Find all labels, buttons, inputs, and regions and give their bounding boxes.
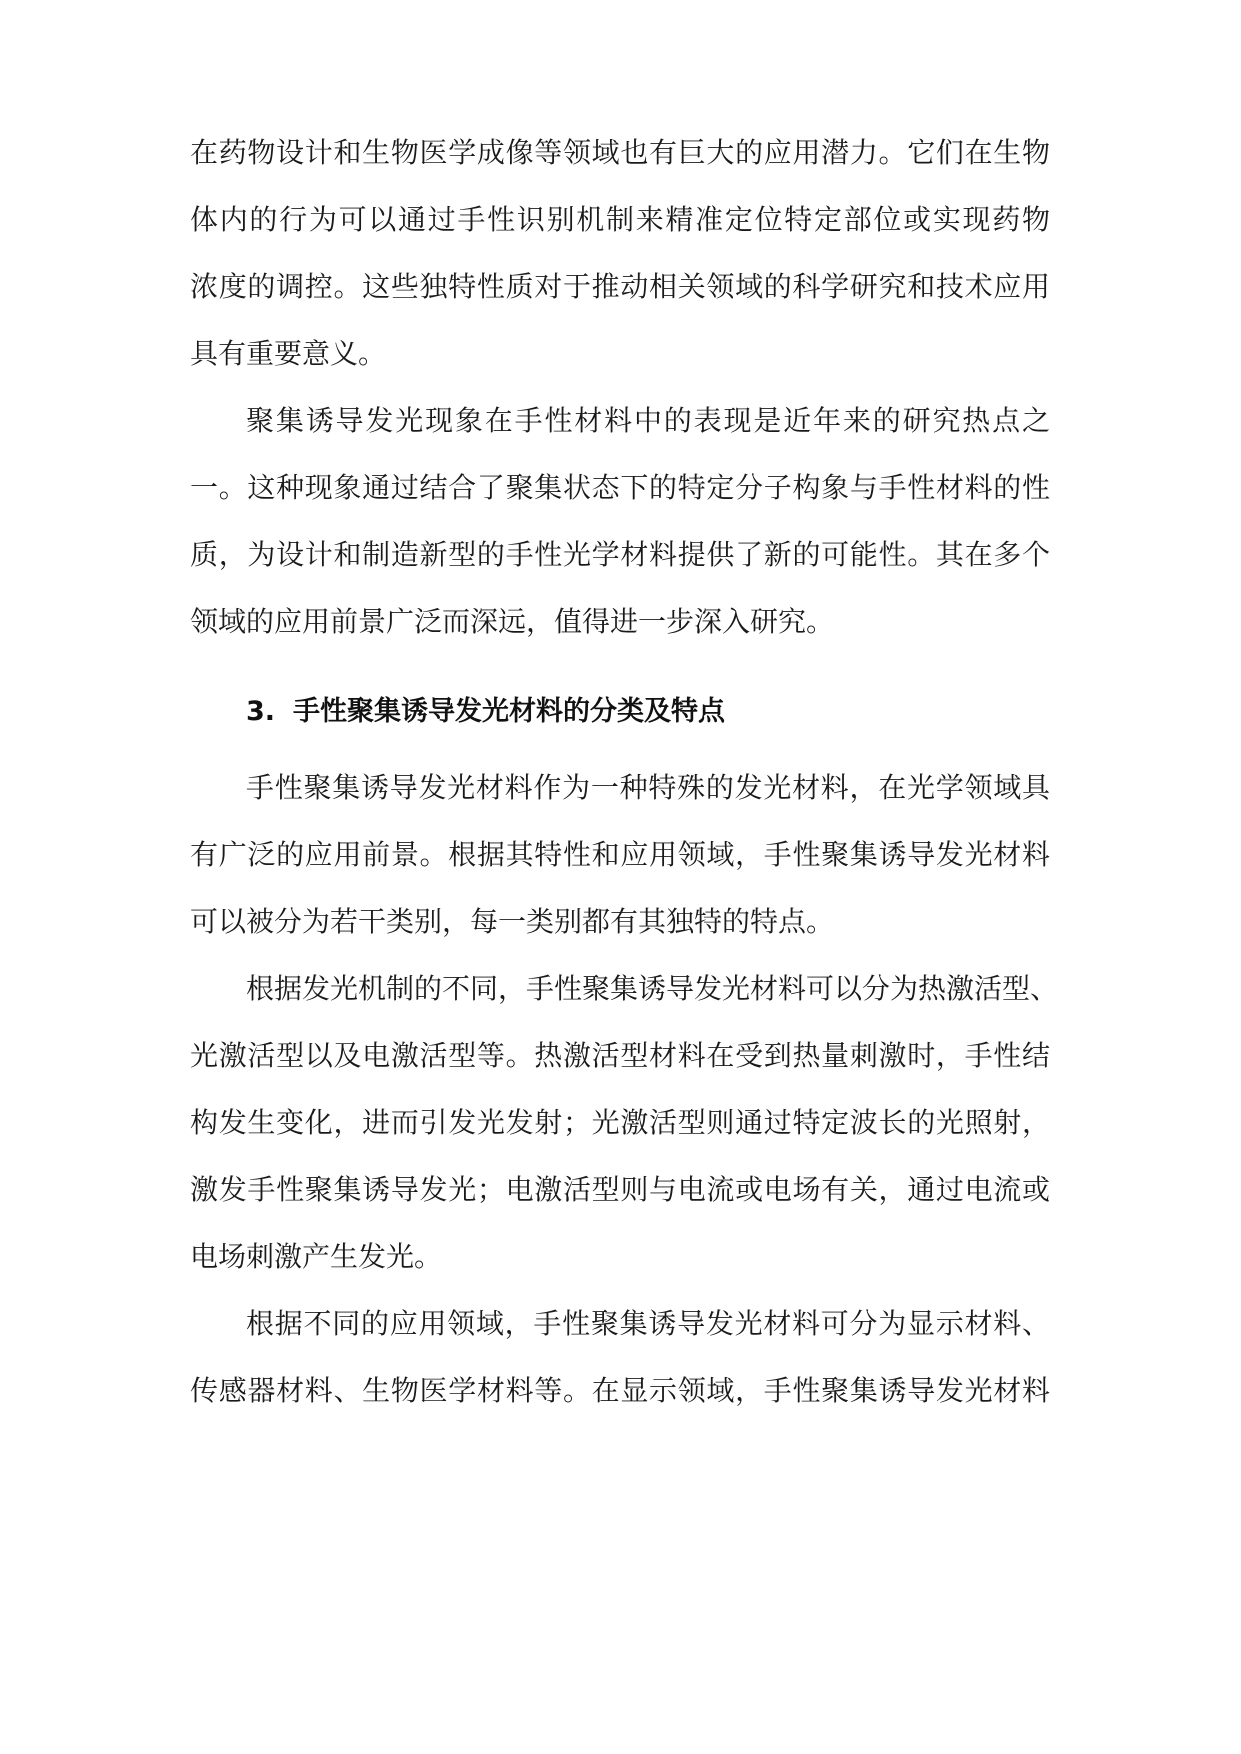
text-line: 体内的行为可以通过手性识别机制来精准定位特定部位或实现药物 (190, 203, 1050, 236)
section-heading (246, 692, 725, 732)
text-line: 具有重要意义。 (190, 337, 387, 370)
text-line: 可以被分为若干类别，每一类别都有其独特的特点。 (190, 905, 835, 938)
section-title: 手性聚集诱导发光材料的分类及特点 (293, 696, 726, 727)
text-line: 质，为设计和制造新型的手性光学材料提供了新的可能性。其在多个 (190, 538, 1050, 571)
text-line: 电场刺激产生发光。 (190, 1240, 443, 1273)
text-line: 在药物设计和生物医学成像等领域也有巨大的应用潜力。它们在生物 (190, 136, 1050, 169)
text-line: 传感器材料、生物医学材料等。在显示领域，手性聚集诱导发光材料 (190, 1374, 1050, 1407)
section-number: 3. (246, 696, 276, 727)
text-line: 构发生变化，进而引发光发射；光激活型则通过特定波长的光照射， (190, 1106, 1050, 1139)
text-line: 手性聚集诱导发光材料作为一种特殊的发光材料，在光学领域具 (246, 771, 1050, 804)
text-line: 根据不同的应用领域，手性聚集诱导发光材料可分为显示材料、 (246, 1307, 1050, 1340)
text-line: 激发手性聚集诱导发光；电激活型则与电流或电场有关，通过电流或 (190, 1173, 1050, 1206)
text-line: 浓度的调控。这些独特性质对于推动相关领域的科学研究和技术应用 (190, 270, 1050, 303)
text-line: 领域的应用前景广泛而深远，值得进一步深入研究。 (190, 605, 835, 638)
text-line: 光激活型以及电激活型等。热激活型材料在受到热量刺激时，手性结 (190, 1039, 1050, 1072)
text-line: 一。这种现象通过结合了聚集状态下的特定分子构象与手性材料的性 (190, 471, 1050, 504)
text-line: 有广泛的应用前景。根据其特性和应用领域，手性聚集诱导发光材料 (190, 838, 1050, 871)
text-line: 根据发光机制的不同，手性聚集诱导发光材料可以分为热激活型、 (246, 972, 1059, 1005)
text-line: 聚集诱导发光现象在手性材料中的表现是近年来的研究热点之 (246, 404, 1050, 437)
